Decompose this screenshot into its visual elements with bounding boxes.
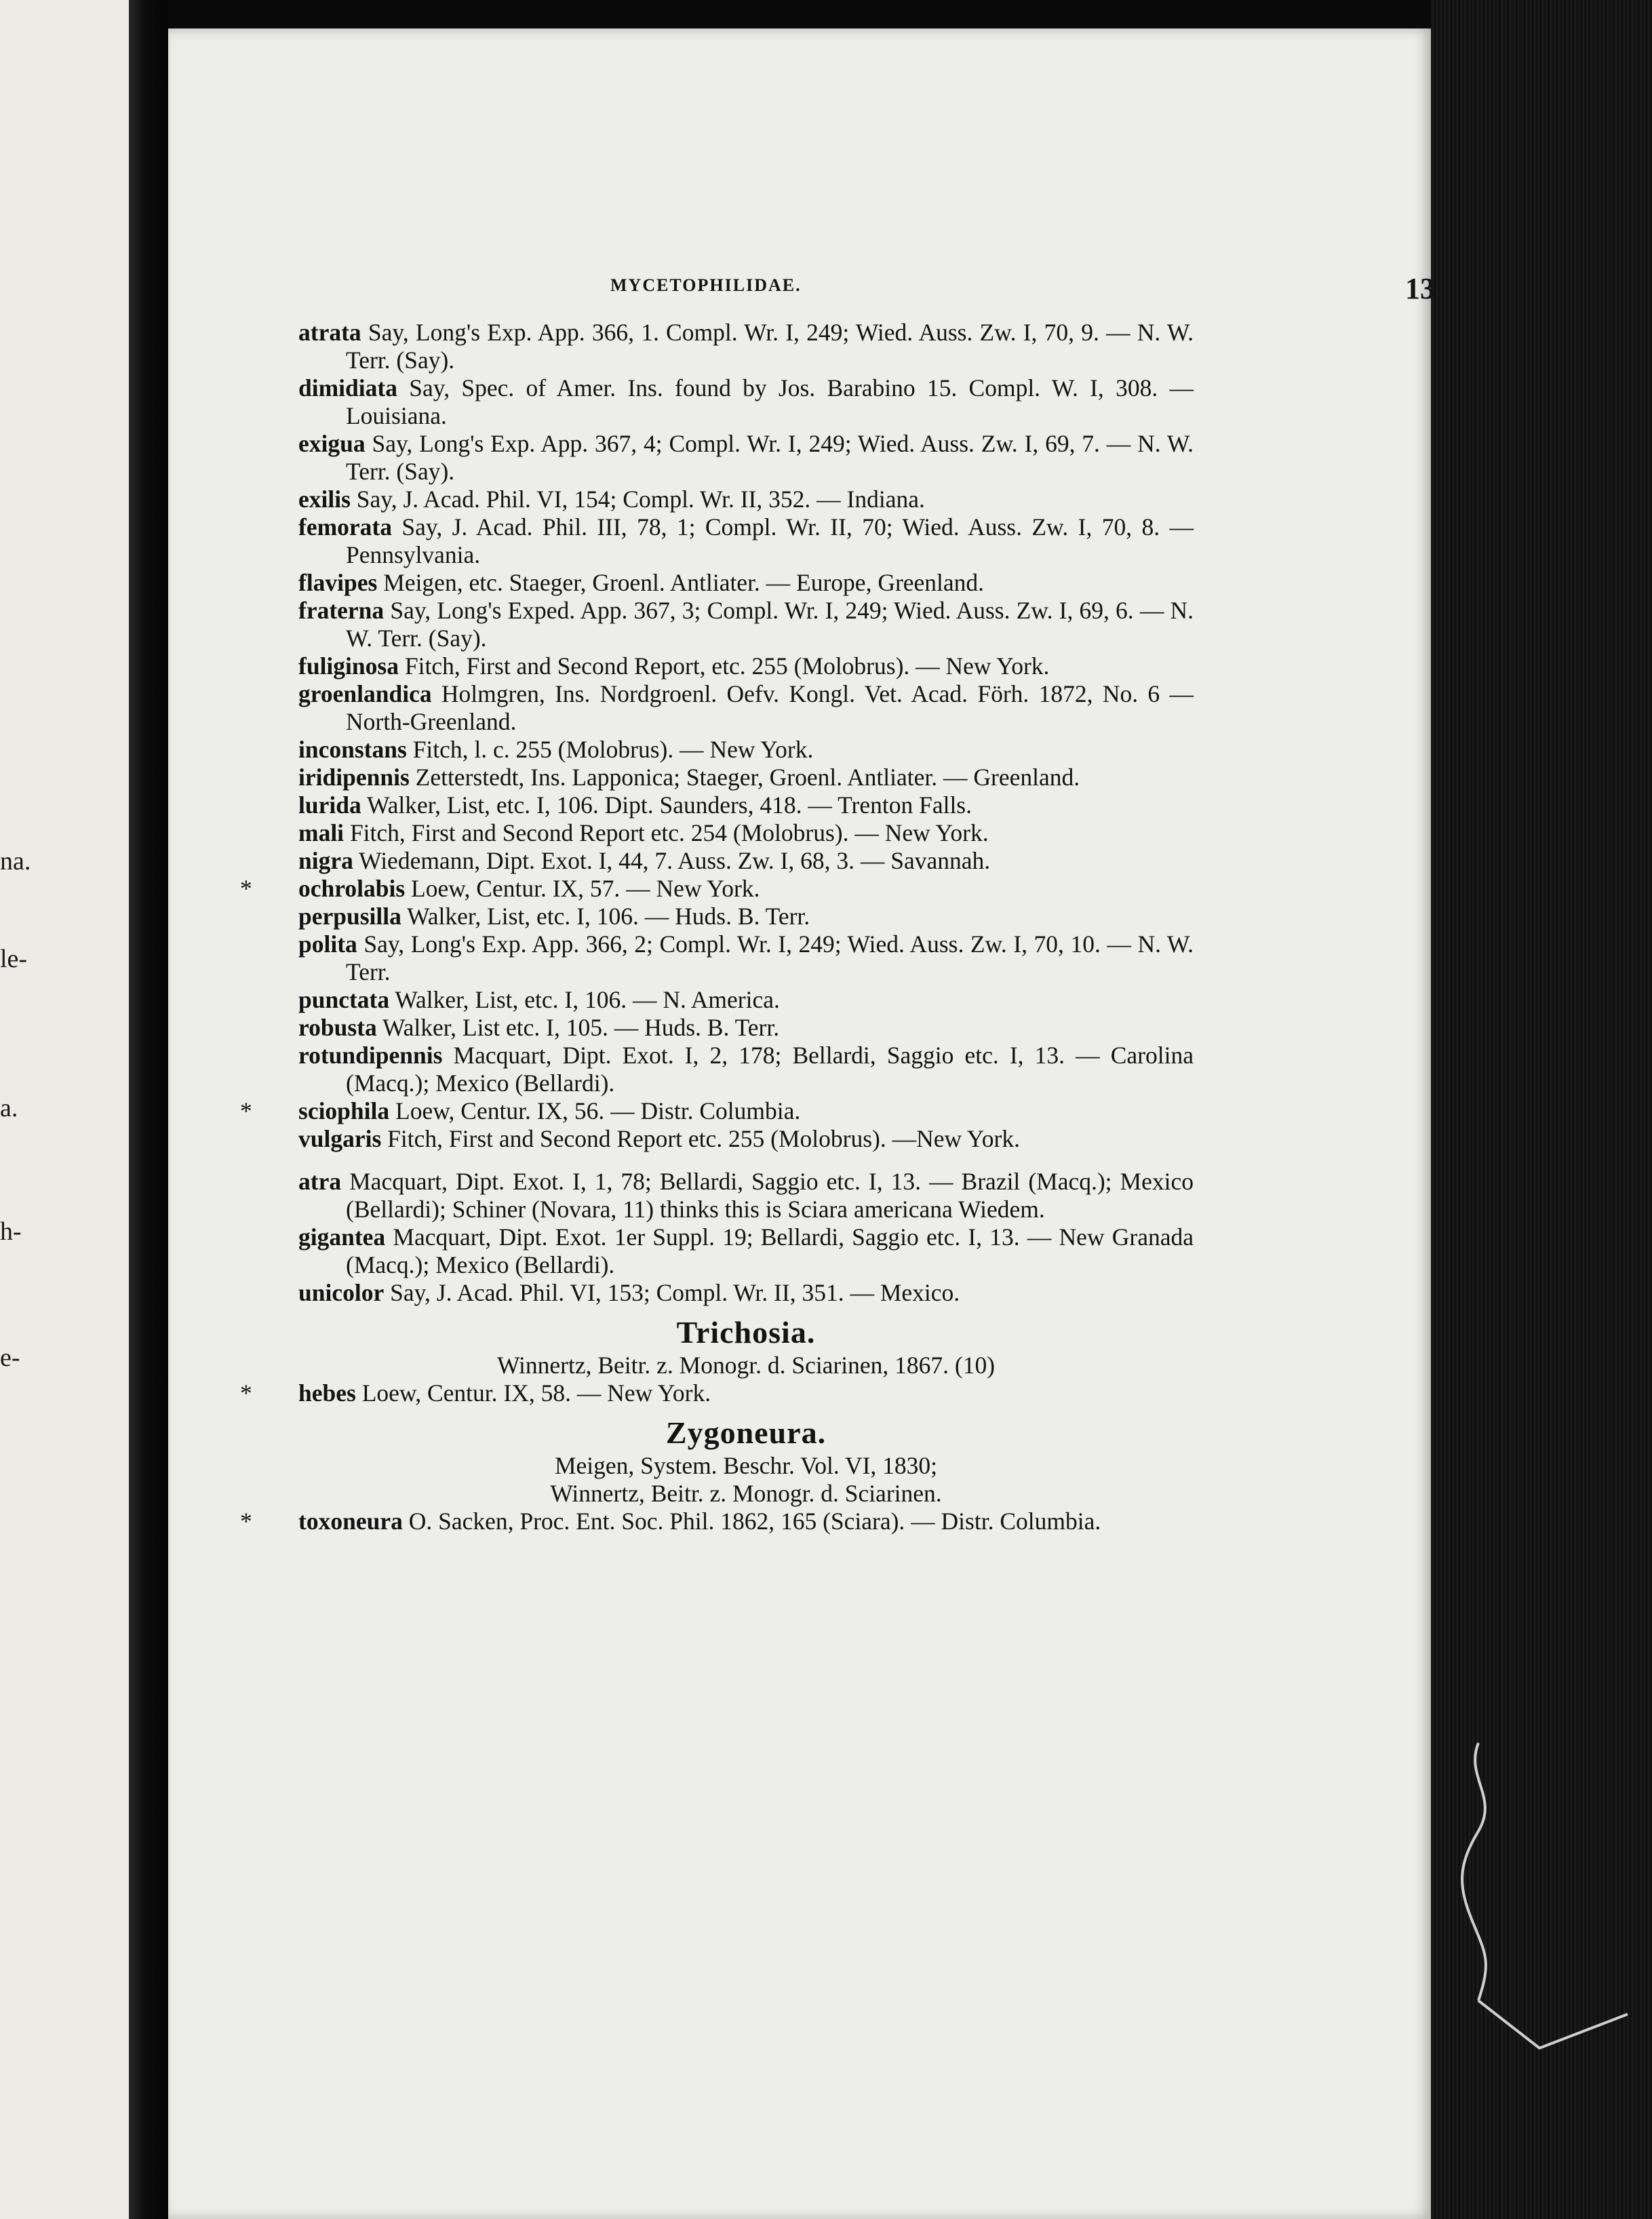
- species-entry: [298, 486, 1194, 513]
- species-name: nigra: [298, 847, 353, 874]
- species-entry: [298, 1014, 1194, 1042]
- species-entry: [298, 1125, 1194, 1153]
- species-citation: Loew, Centur. IX, 56. — Distr. Columbia.: [389, 1097, 801, 1124]
- facing-page-fragment: le-: [0, 945, 28, 973]
- species-entry: [298, 1168, 1194, 1223]
- species-citation: Macquart, Dipt. Exot. I, 1, 78; Bellardi, Saggio etc. I, 13. — Brazil (Macq.); Mexico (Bellardi); Schiner (Novara, 11) thinks this is Sciara americana Wiedem.: [341, 1168, 1194, 1223]
- species-citation: Holmgren, Ins. Nordgroenl. Oefv. Kongl. Vet. Acad. Förh. 1872, No. 6 — North-Greenland.: [346, 680, 1194, 735]
- species-citation: Loew, Centur. IX, 58. — New York.: [355, 1379, 711, 1407]
- species-citation: Say, Long's Exp. App. 366, 1. Compl. Wr. I, 249; Wied. Auss. Zw. I, 70, 9. — N. W. Terr. (Say).: [346, 319, 1194, 374]
- species-name: toxoneura: [298, 1508, 403, 1535]
- species-entry: [298, 819, 1194, 847]
- facing-page-fragment: na.: [0, 847, 31, 876]
- asterisk-marker: *: [240, 1508, 252, 1535]
- species-list-trichosia: [240, 1379, 1194, 1407]
- species-name: exigua: [298, 430, 366, 457]
- species-entry: [240, 1097, 1194, 1125]
- species-name: inconstans: [298, 736, 407, 763]
- facing-page-edge: [0, 0, 129, 2219]
- species-name: exilis: [298, 486, 351, 513]
- species-citation: Walker, List, etc. I, 106. Dipt. Saunders, 418. — Trenton Falls.: [361, 791, 972, 819]
- species-list-b: [298, 1168, 1194, 1307]
- species-name: groenlandica: [298, 680, 432, 707]
- species-name: perpusilla: [298, 903, 401, 930]
- species-name: lurida: [298, 791, 361, 819]
- facing-page-fragment: e-: [0, 1343, 20, 1372]
- species-entry: [240, 1508, 1194, 1535]
- species-entry: [298, 847, 1194, 875]
- species-name: punctata: [298, 986, 390, 1013]
- species-name: hebes: [298, 1379, 356, 1407]
- species-citation: Fitch, l. c. 255 (Molobrus). — New York.: [406, 736, 814, 763]
- species-name: vulgaris: [298, 1125, 382, 1152]
- species-name: ochrolabis: [298, 875, 406, 902]
- species-entry: [240, 875, 1194, 903]
- species-name: mali: [298, 819, 345, 846]
- species-entry: [298, 319, 1194, 374]
- species-entry: [298, 597, 1194, 652]
- species-citation: Wiedemann, Dipt. Exot. I, 44, 7. Auss. Zw. I, 68, 3. — Savannah.: [353, 847, 991, 874]
- genus-heading-trichosia: Trichosia.: [676, 1315, 816, 1350]
- species-citation: Walker, List etc. I, 105. — Huds. B. Terr.: [376, 1014, 780, 1041]
- species-citation: O. Sacken, Proc. Ent. Soc. Phil. 1862, 165 (Sciara). — Distr. Columbia.: [402, 1508, 1101, 1535]
- facing-page-fragment: h-: [0, 1217, 22, 1246]
- species-entry: [298, 430, 1194, 486]
- running-head: MYCETOPHILIDAE.: [610, 275, 802, 295]
- species-name: robusta: [298, 1014, 377, 1041]
- species-entry: [298, 930, 1194, 986]
- species-name: femorata: [298, 513, 392, 541]
- book-gutter: [129, 0, 168, 2219]
- species-name: polita: [298, 930, 357, 958]
- section-gap: [298, 1153, 1194, 1168]
- species-citation: Say, J. Acad. Phil. VI, 154; Compl. Wr. II, 352. — Indiana.: [350, 486, 925, 513]
- species-citation: Say, Long's Exp. App. 367, 4; Compl. Wr. I, 249; Wied. Auss. Zw. I, 69, 7. — N. W. Terr. (Say).: [346, 430, 1194, 485]
- genus-reference: Meigen, System. Beschr. Vol. VI, 1830;: [554, 1452, 938, 1479]
- species-entry: [298, 513, 1194, 569]
- species-entry: [298, 764, 1194, 791]
- asterisk-marker: *: [240, 875, 252, 902]
- genus-heading-zygoneura: Zygoneura.: [665, 1415, 827, 1450]
- species-citation: Walker, List, etc. I, 106. — N. America.: [389, 986, 780, 1013]
- asterisk-marker: *: [240, 1097, 252, 1124]
- species-name: rotundipennis: [298, 1042, 443, 1069]
- species-citation: Say, Long's Exped. App. 367, 3; Compl. Wr. I, 249; Wied. Auss. Zw. I, 69, 6. — N. W. Terr. (Say).: [346, 597, 1194, 652]
- species-citation: Macquart, Dipt. Exot. I, 2, 178; Bellardi, Saggio etc. I, 13. — Carolina (Macq.); Mexico (Bellardi).: [346, 1042, 1194, 1097]
- species-entry: [298, 791, 1194, 819]
- species-name: atra: [298, 1168, 342, 1195]
- species-entry: [298, 374, 1194, 430]
- asterisk-marker: *: [240, 1379, 252, 1407]
- page-content: [240, 319, 1194, 1535]
- genus-reference: Winnertz, Beitr. z. Monogr. d. Sciarinen, 1867. (10): [496, 1352, 996, 1379]
- species-list-a: [240, 319, 1194, 1153]
- genus-reference: Winnertz, Beitr. z. Monogr. d. Sciarinen.: [550, 1480, 942, 1507]
- species-name: flavipes: [298, 569, 378, 596]
- species-name: gigantea: [298, 1223, 386, 1251]
- species-name: unicolor: [298, 1279, 385, 1306]
- facing-page-fragment: a.: [0, 1094, 18, 1122]
- species-entry: [298, 680, 1194, 736]
- species-entry: [298, 1223, 1194, 1279]
- species-entry: [298, 903, 1194, 930]
- species-name: fraterna: [298, 597, 385, 624]
- species-entry: [298, 1279, 1194, 1307]
- species-citation: Walker, List, etc. I, 106. — Huds. B. Terr.: [401, 903, 810, 930]
- species-citation: Say, J. Acad. Phil. VI, 153; Compl. Wr. II, 351. — Mexico.: [384, 1279, 960, 1306]
- species-entry: [240, 1379, 1194, 1407]
- species-list-zygoneura: [240, 1508, 1194, 1535]
- species-citation: Meigen, etc. Staeger, Groenl. Antliater. — Europe, Greenland.: [377, 569, 985, 596]
- species-name: dimidiata: [298, 374, 397, 401]
- species-citation: Zetterstedt, Ins. Lapponica; Staeger, Groenl. Antliater. — Greenland.: [409, 764, 1080, 791]
- species-name: sciophila: [298, 1097, 390, 1124]
- species-citation: Fitch, First and Second Report, etc. 255 (Molobrus). — New York.: [398, 652, 1050, 680]
- species-entry: [298, 1042, 1194, 1097]
- species-citation: Macquart, Dipt. Exot. 1er Suppl. 19; Bellardi, Saggio etc. I, 13. — New Granada (Macq.); Mexico (Bellardi).: [346, 1223, 1194, 1278]
- species-citation: Say, Spec. of Amer. Ins. found by Jos. Barabino 15. Compl. W. I, 308. — Louisiana.: [346, 374, 1194, 429]
- species-citation: Say, J. Acad. Phil. III, 78, 1; Compl. Wr. II, 70; Wied. Auss. Zw. I, 70, 8. — Pennsylvania.: [346, 513, 1194, 568]
- page-number: 13: [1405, 272, 1435, 305]
- species-name: atrata: [298, 319, 361, 346]
- species-name: fuliginosa: [298, 652, 399, 680]
- species-name: iridipennis: [298, 764, 410, 791]
- species-entry: [298, 569, 1194, 597]
- pencil-annotation: [1451, 1716, 1652, 2082]
- species-citation: Fitch, First and Second Report etc. 255 (Molobrus). —New York.: [381, 1125, 1020, 1152]
- page-header: [461, 271, 1435, 312]
- species-citation: Say, Long's Exp. App. 366, 2; Compl. Wr. I, 249; Wied. Auss. Zw. I, 70, 10. — N. W. Terr.: [346, 930, 1194, 985]
- species-entry: [298, 652, 1194, 680]
- species-citation: Loew, Centur. IX, 57. — New York.: [405, 875, 760, 902]
- species-citation: Fitch, First and Second Report etc. 254 (Molobrus). — New York.: [344, 819, 989, 846]
- species-entry: [298, 986, 1194, 1014]
- species-entry: [298, 736, 1194, 764]
